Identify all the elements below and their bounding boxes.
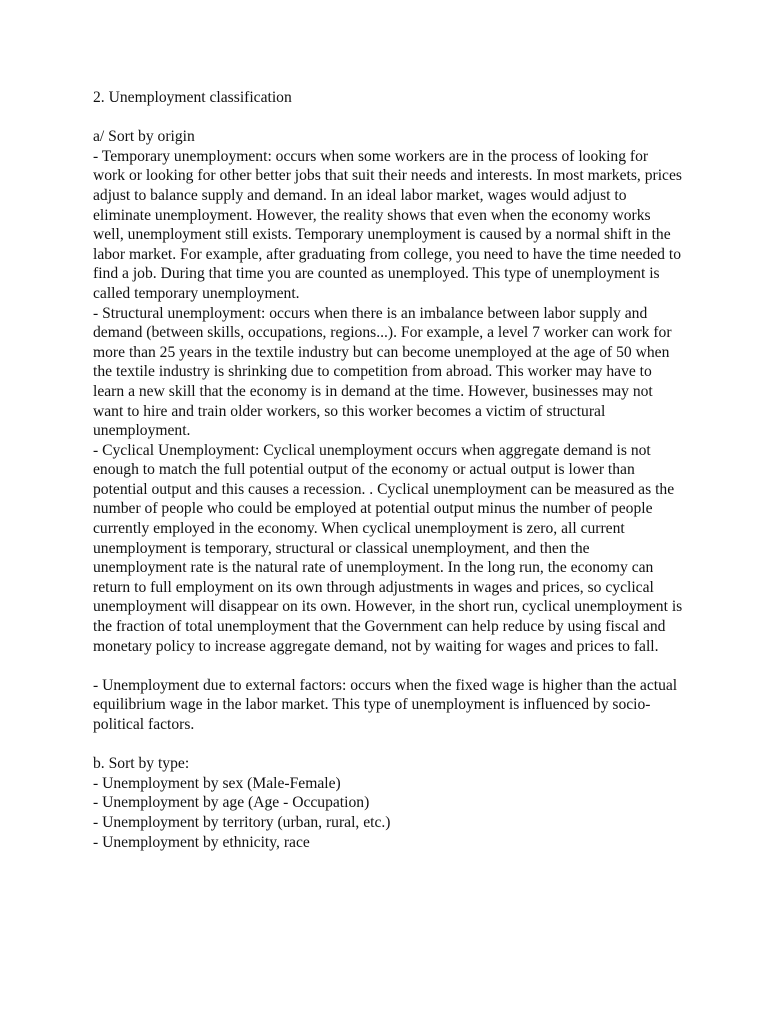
section-heading: 2. Unemployment classification — [93, 89, 292, 106]
list-item: - Unemployment by ethnicity, race — [93, 833, 310, 851]
list-item: - Unemployment by age (Age - Occupation) — [93, 794, 370, 812]
list-item: - Unemployment by territory (urban, rural, etc.) — [93, 813, 391, 831]
paragraph-temporary-unemployment: - Temporary unemployment: occurs when some workers are in the process of looking for work or looking for other better jobs that suit their needs and interests. In most markets, prices adjust to balance supply and demand. In an ideal labor market, wages would adjust to eliminate unemployment. However, the reality shows that even when the economy works well, unemployment still exists. Temporary unemployment is caused by a normal shift in the labor market. For example, after graduating from college, you need to have the time needed to find a job. During that time you are counted as unemployed. This type of unemployment is called temporary unemployment. — [93, 147, 682, 302]
paragraph-external-factors-unemployment: - Unemployment due to external factors: occurs when the fixed wage is higher than the actual equilibrium wage in the labor market. This type of unemployment is influenced by socio-political factors. — [93, 676, 678, 733]
paragraph-structural-unemployment: - Structural unemployment: occurs when there is an imbalance between labor supply and demand (between skills, occupations, regions...). For example, a level 7 worker can work for more than 25 years in the textile industry but can become unemployed at the age of 50 when the textile industry is shrinking due to competition from abroad. This worker may have to learn a new skill that the economy is in demand at the time. However, businesses may not want to hire and train older workers, so this worker becomes a victim of structural unemployment. — [93, 304, 672, 440]
blank-line — [93, 656, 683, 676]
blank-line — [93, 108, 683, 128]
subsection-title-a: a/ Sort by origin — [93, 128, 195, 146]
blank-line — [93, 735, 683, 755]
list-item: - Unemployment by sex (Male-Female) — [93, 774, 341, 792]
paragraph-cyclical-unemployment: - Cyclical Unemployment: Cyclical unemployment occurs when aggregate demand is not enough to match the full potential output of the economy or actual output is lower than potential output and this causes a recession. . Cyclical unemployment can be measured as the number of people who could be employed at potential output minus the number of people currently employed in the economy. When cyclical unemployment is zero, all current unemployment is temporary, structural or classical unemployment, and then the unemployment rate is the natural rate of unemployment. In the long run, the economy can return to full employment on its own through adjustments in wages and prices, so cyclical unemployment will disappear on its own. However, in the short run, cyclical unemployment is the fraction of total unemployment that the Government can help reduce by using fiscal and monetary policy to increase aggregate demand, not by waiting for wages and prices to fall. — [93, 441, 683, 655]
document-body — [93, 88, 683, 852]
subsection-title-b: b. Sort by type: — [93, 755, 190, 773]
